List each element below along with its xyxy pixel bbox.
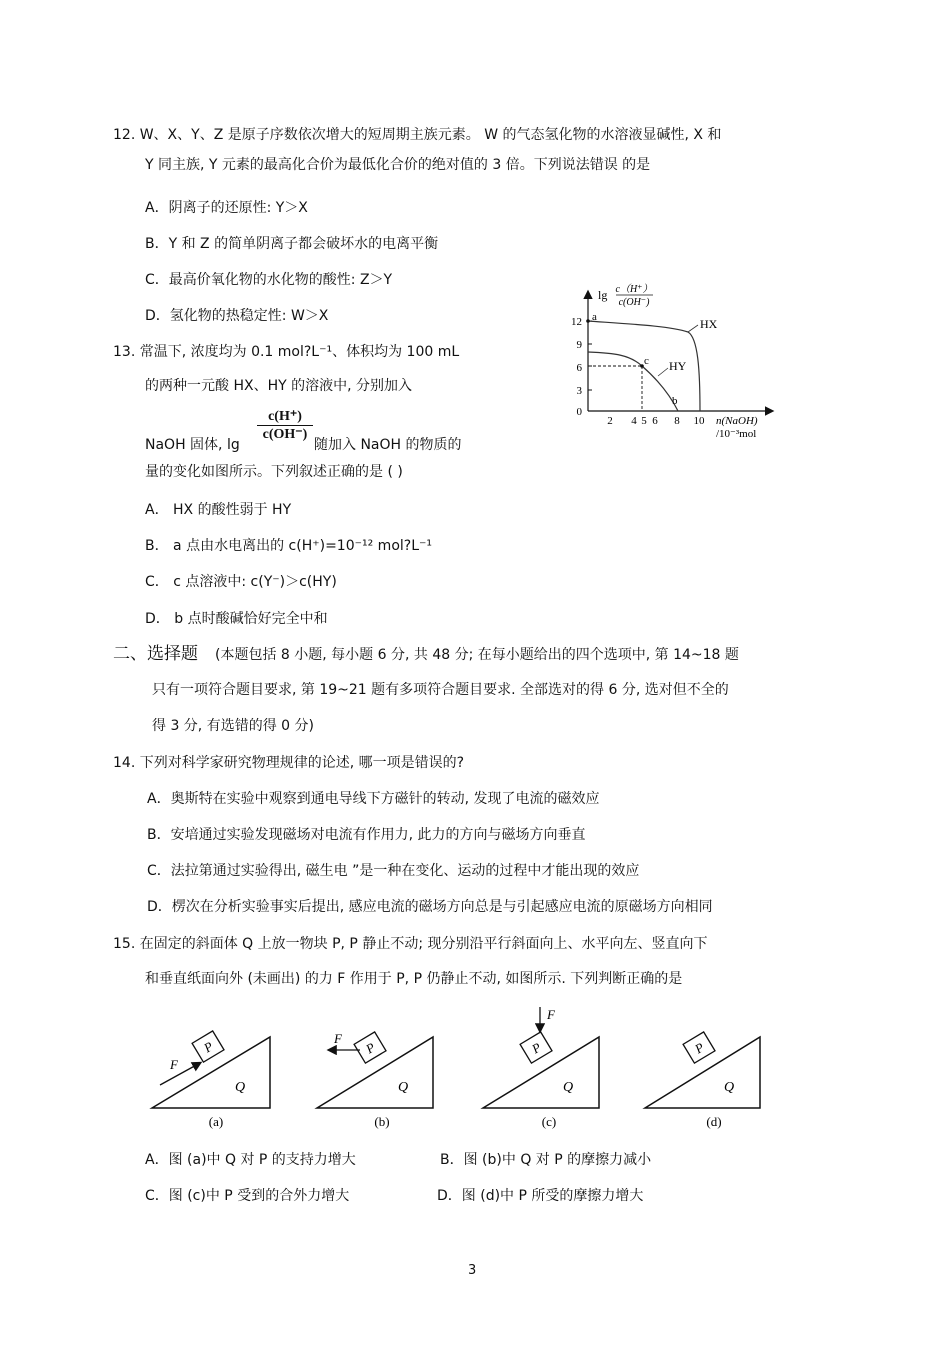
q14-stem: 14. 下列对科学家研究物理规律的论述, 哪一项是错误的? — [113, 755, 465, 771]
q12-line1: 12. W、X、Y、Z 是原子序数依次增大的短周期主族元素。 W 的气态氢化物的水溶液显碱性, X 和 — [113, 127, 722, 143]
section2-line1: (本题包括 8 小题, 每小题 6 分, 共 48 分; 在每小题给出的四个选项中, 第 14~18 题 — [215, 647, 739, 663]
q12-option-d: D．氢化物的热稳定性: W＞X — [145, 308, 329, 324]
caption-d: (d) — [706, 1114, 722, 1129]
ytick-12: 12 — [571, 316, 582, 328]
incline-d-label: Q — [724, 1080, 735, 1095]
q13-option-b: B． a 点由水电离出的 c(H⁺)=10⁻¹² mol?L⁻¹ — [145, 538, 433, 554]
q15-figures — [140, 1005, 780, 1135]
q13-fraction-num: c(H⁺) — [257, 408, 313, 426]
figure-a — [152, 1031, 270, 1129]
block-d-label: P — [692, 1039, 707, 1057]
q13-line1: 13. 常温下, 浓度均为 0.1 mol?L⁻¹、体积均为 100 mL — [113, 344, 460, 360]
force-label-c: F — [547, 1007, 555, 1022]
point-b-label: b — [672, 395, 678, 407]
y-label-den: c(OH⁻) — [618, 297, 650, 308]
force-label-b: F — [334, 1031, 342, 1046]
section2-heading: 二、选择题 — [113, 644, 198, 664]
xtick-5: 5 — [641, 415, 647, 427]
hx-leader — [688, 325, 698, 332]
caption-a: (a) — [208, 1114, 224, 1129]
q13-fraction-den: c(OH⁻) — [262, 427, 308, 442]
q15-line1: 15. 在固定的斜面体 Q 上放一物块 P, P 静止不动; 现分别沿平行斜面向上、水平向左、竖直向下 — [113, 936, 708, 952]
q13-fraction — [257, 408, 313, 443]
q13-graph — [560, 280, 790, 445]
ytick-6: 6 — [576, 362, 582, 374]
q15-option-a: A．图 (a)中 Q 对 P 的支持力增大 — [145, 1152, 356, 1168]
q13-line3-pre: NaOH 固体, lg — [145, 437, 240, 453]
incline-c-label: Q — [563, 1080, 574, 1095]
hy-leader — [658, 368, 668, 376]
figure-c — [483, 1007, 599, 1129]
q12-line2: Y 同主族, Y 元素的最高化合价为最低化合价的绝对值的 3 倍。下列说法错误 的是 — [145, 157, 651, 173]
q13-line4: 量的变化如图所示。下列叙述正确的是 ( ) — [145, 464, 403, 480]
block-a-label: P — [201, 1038, 216, 1056]
q15-option-d: D．图 (d)中 P 所受的摩擦力增大 — [437, 1188, 644, 1204]
q15-option-c: C．图 (c)中 P 受到的合外力增大 — [145, 1188, 350, 1204]
xtick-2: 2 — [607, 415, 613, 427]
y-label-num: c（H⁺） — [615, 284, 653, 295]
caption-c: (c) — [541, 1114, 557, 1129]
q14-option-a: A．奥斯特在实验中观察到通电导线下方磁针的转动, 发现了电流的磁效应 — [147, 791, 600, 807]
q14-option-d: D．楞次在分析实验事实后提出, 感应电流的磁场方向总是与引起感应电流的原磁场方向相同 — [147, 899, 713, 915]
xtick-6: 6 — [652, 415, 658, 427]
x-label-2: /10⁻³mol — [716, 428, 757, 440]
incline-a-label: Q — [235, 1080, 246, 1095]
q15-option-b: B．图 (b)中 Q 对 P 的摩擦力减小 — [440, 1152, 652, 1168]
q12-option-a: A．阴离子的还原性: Y＞X — [145, 200, 308, 216]
section2-line3: 得 3 分, 有选错的得 0 分) — [152, 718, 314, 734]
page-number: 3 — [468, 1263, 477, 1278]
figure-d — [645, 1032, 760, 1129]
y-label-lg: lg — [598, 288, 608, 302]
xtick-10: 10 — [693, 415, 705, 427]
hx-label: HX — [700, 317, 718, 331]
point-a-label: a — [592, 311, 597, 323]
block-c-label: P — [529, 1039, 544, 1057]
q13-option-c: C． c 点溶液中: c(Y⁻)＞c(HY) — [145, 574, 337, 590]
q13-line3-post: 随加入 NaOH 的物质的 — [314, 437, 462, 453]
ytick-0: 0 — [576, 406, 582, 418]
q12-option-b: B．Y 和 Z 的简单阴离子都会破坏水的电离平衡 — [145, 236, 439, 252]
xtick-8: 8 — [674, 415, 680, 427]
hy-curve — [588, 352, 678, 411]
force-label-a: F — [170, 1057, 178, 1072]
q13-line2: 的两种一元酸 HX、HY 的溶液中, 分别加入 — [145, 378, 412, 394]
ytick-9: 9 — [576, 339, 582, 351]
block-b-label: P — [363, 1039, 378, 1057]
q13-option-d: D． b 点时酸碱恰好完全中和 — [145, 611, 328, 627]
q12-option-c: C．最高价氧化物的水化物的酸性: Z＞Y — [145, 272, 393, 288]
x-label-1: n(NaOH) — [716, 415, 758, 427]
hy-label: HY — [669, 359, 687, 373]
q15-line2: 和垂直纸面向外 (未画出) 的力 F 作用于 P, P 仍静止不动, 如图所示. 下列判断正确的是 — [145, 971, 683, 987]
force-arrow-a — [160, 1063, 200, 1085]
q14-option-b: B．安培通过实验发现磁场对电流有作用力, 此力的方向与磁场方向垂直 — [147, 827, 586, 843]
xtick-4: 4 — [631, 415, 637, 427]
ytick-3: 3 — [576, 385, 582, 397]
point-a-marker — [586, 319, 590, 323]
q14-option-c: C．法拉第通过实验得出, 磁生电 ”是一种在变化、运动的过程中才能出现的效应 — [147, 863, 640, 879]
caption-b: (b) — [374, 1114, 390, 1129]
incline-b-label: Q — [398, 1080, 409, 1095]
figure-b — [317, 1031, 433, 1129]
q13-option-a: A． HX 的酸性弱于 HY — [145, 502, 292, 518]
section2-line2: 只有一项符合题目要求, 第 19~21 题有多项符合题目要求. 全部选对的得 6 分, 选对但不全的 — [152, 682, 729, 698]
point-c-label: c — [644, 355, 649, 367]
